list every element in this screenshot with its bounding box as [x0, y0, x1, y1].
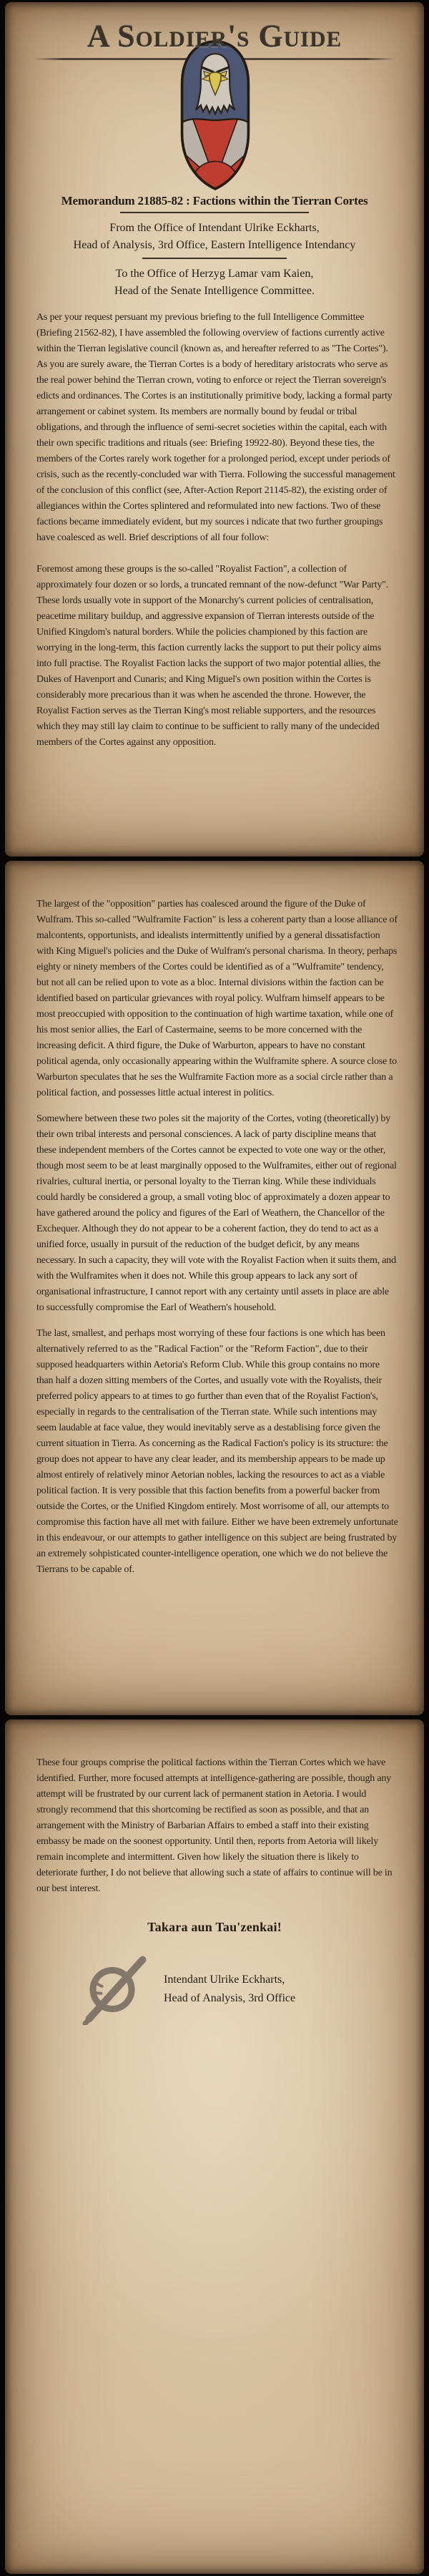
page-2-body	[5, 861, 424, 1578]
memo-to-line-2: Head of the Senate Intelligence Committee.	[114, 285, 315, 297]
paragraph-independents: Somewhere between these two poles sit the majority of the Cortes, voting (theoretically) by their own tribal interests and personal consciences. A lack of party discipline means that these independent members of the Cortes cannot be expected to vote one way or the other, though most seem to be at least marginally opposed to the Wulframites, either out of regional rivalries, cultural inertia, or personal loyalty to the Tierran king. While these individuals could hardly be considered a group, a small voting bloc of approximately a dozen appear to have gathered around the policy and figures of the Earl of Weathern, the Chancellor of the Exchequer. Although they do not appear to be a coherent faction, they do tend to act as a unified force, usually in pursuit of the reduction of the budget deficit, by any means necessary. In such a capacity, they will vote with the Royalist Faction when it suits them, and with the Wulframites when it does not. While this group appears to lack any sort of organisational infrastructure, I cannot report with any certainty until assets in place are able to successfully compromise the Earl of Weathern's household.	[36, 1113, 397, 1313]
paragraph-royalist-faction: Foremost among these groups is the so-called "Royalist Faction", a collection of approximately four dozen or so lords, a truncated remnant of the now-defunct "War Party". These lords usually vote in support of the Monarchy's current policies of centralisation, peacetime military buildup, and aggressive expansion of Tierran interests outside of the Unified Kingdom's natural borders. While the policies championed by this faction are worrying in the long-term, this faction currently lacks the support to put their policy aims into full practise. The Royalist Faction lacks the support of two major potential allies, the Dukes of Havenport and Cunaris; and King Miguel's own position within the Cortes is considerably more precarious than it was when he ascended the throne. However, the Royalist Faction serves as the Tierran King's most reliable supporters, and the resources which they may still lay claim to continue to be sufficient to rally many of the undecided members of the Cortes against any opposition.	[36, 564, 389, 748]
signature-name: Intendant Ulrike Eckharts,	[164, 1974, 285, 1986]
memo-from-rule	[142, 258, 287, 259]
memo-to-line-1: To the Office of Herzyg Lamar vam Kaien,	[115, 268, 314, 280]
signature-lines	[164, 1971, 295, 2008]
paragraph-overview: As per your request persuant my previous briefing to the full Intelligence Committee (Briefing 21562-82), I have assembled the following overview of factions currently active within the Tierran legislative council (known as, and hereafter referred to as "The Cortes"). As you are surely aware, the Tierran Cortes is a body of hereditary aristocrats who serve as the real power behind the Tierran crown, voting to enforce or reject the Tierran sovereign's edicts and ordinances. The Cortes is an institutionally primitive body, lacking a formal party arrangement or cabinet system. Its members are normally bound by feudal or tribal obligations, and through the influence of semi-secret societies within the capital, each with their own specific traditions and rituals (see: Briefing 19922-80). Beyond these ties, the members of the Cortes rarely work together for a prolonged period, except under periods of crisis, such as the recently-concluded war with Tierra. Following the successful management of the conclusion of this conflict (see, After-Action Report 21145-82), the existing order of allegiances within the Cortes splintered and reformulated into new factions. Two of these factions became immediately evident, but my sources i ndicate that two further groupings have coalesced as well. Brief descriptions of all four follow:	[36, 312, 395, 543]
memo-heading-rule	[120, 212, 309, 213]
memo-heading: Memorandum 21885-82 : Factions within the Tierran Cortes	[61, 194, 368, 208]
page-title: A Soldier's Guide	[87, 19, 342, 54]
eagle-sunburst-shield-icon	[172, 39, 259, 191]
memo-header	[5, 194, 424, 300]
memo-from-line-1: From the Office of Intendant Ulrike Eckharts,	[109, 222, 320, 234]
memo-page-2	[5, 861, 424, 1715]
signature-title: Head of Analysis, 3rd Office	[164, 1992, 296, 2004]
signature-block	[79, 1956, 424, 2022]
paragraph-wulframite-faction: The largest of the "opposition" parties has coalesced around the figure of the Duke of Wulfram. This so-called "Wulframite Faction" is less a coherent party than a loose alliance of malcontents, opportunists, and idealists intermittently unified by a general dissatisfaction with King Miguel's policies and the Duke of Wulfram's personal charisma. In theory, perhaps eighty or ninety members of the Cortes could be identified as of a "Wulframite" tendency, but not all can be relied upon to vote as a bloc. Internal divisions within the faction can be identified based on particular grievances with royal policy. Wulfram himself appears to be most preoccupied with opposition to the continuation of high wartime taxation, while one of his most senior allies, the Earl of Castermaine, seems to be more concerned with the increasing deficit. A third figure, the Duke of Warburton, appears to have no constant political agenda, only occasionally appearing within the Wulframite sphere. A source close to Warburton speculates that he ses the Wulframite Faction more as a social circle rather than a political faction, and possesses little actual interest in politics.	[36, 899, 398, 1098]
intendant-seal-icon	[77, 1953, 157, 2026]
paragraph-radical-faction: The last, smallest, and perhaps most worrying of these four factions is one which has been alternatively referred to as the "Radical Faction" or the "Reform Faction", due to their supposed headquarters within Aetoria's Reform Club. While this group contains no more than half a dozen sitting members of the Cortes, and usually vote with the Royalists, their preferred policy appears to at times to go further than even that of the Royalist Faction's, especially in regards to the centralisation of the Tierran state. While such intentions may seem laudable at face value, they would inevitably serve as a destablising force given the current situation in Tierra. As concerning as the Radical Faction's policy is its structure: the group does not appear to have any clear leader, and its membership appears to be made up almost entirely of relatively minor Aetorian nobles, lacking the resources to act as a viable political faction. It is very possible that this faction benefits from a powerful backer from outside the Cortes, or the Unified Kingdom entirely. Most worrisome of all, our attempts to compromise this faction have all met with failure. Either we have been extremely unfortunate in this endeavour, or our attempts to gather intelligence on this subject are being frustrated by an extremely sohpisticated counter-intelligence operation, one which we do not believe the Tierrans to be capable of.	[36, 1328, 398, 1575]
page-1-body	[5, 310, 424, 751]
page-3-body	[5, 1719, 424, 1897]
memo-from-line-2: Head of Analysis, 3rd Office, Eastern Intelligence Intendancy	[73, 239, 356, 251]
paragraph-recommendations: These four groups comprise the political factions within the Tierran Cortes which we have identified. Further, more focused attempts at intelligence-gathering are possible, though any attempt will be frustrated by our current lack of permanent station in Aetoria. I would strongly recommend that this shortcoming be rectified as soon as possible, and that an arrangement with the Ministry of Barbarian Affairs to embed a staff into their existing embassy be made on the soonest opportunity. Until then, reports from Aetoria will likely remain incomplete and intermittent. Given how likely the situation there is likely to deteriorate further, I do not believe that allowing such a state of affairs to continue will be in our best interest.	[36, 1757, 393, 1894]
war-cry-text: Takara aun Tau'zenkai!	[147, 1920, 282, 1934]
memo-page-3	[5, 1719, 424, 2574]
memo-page-1	[5, 2, 424, 857]
